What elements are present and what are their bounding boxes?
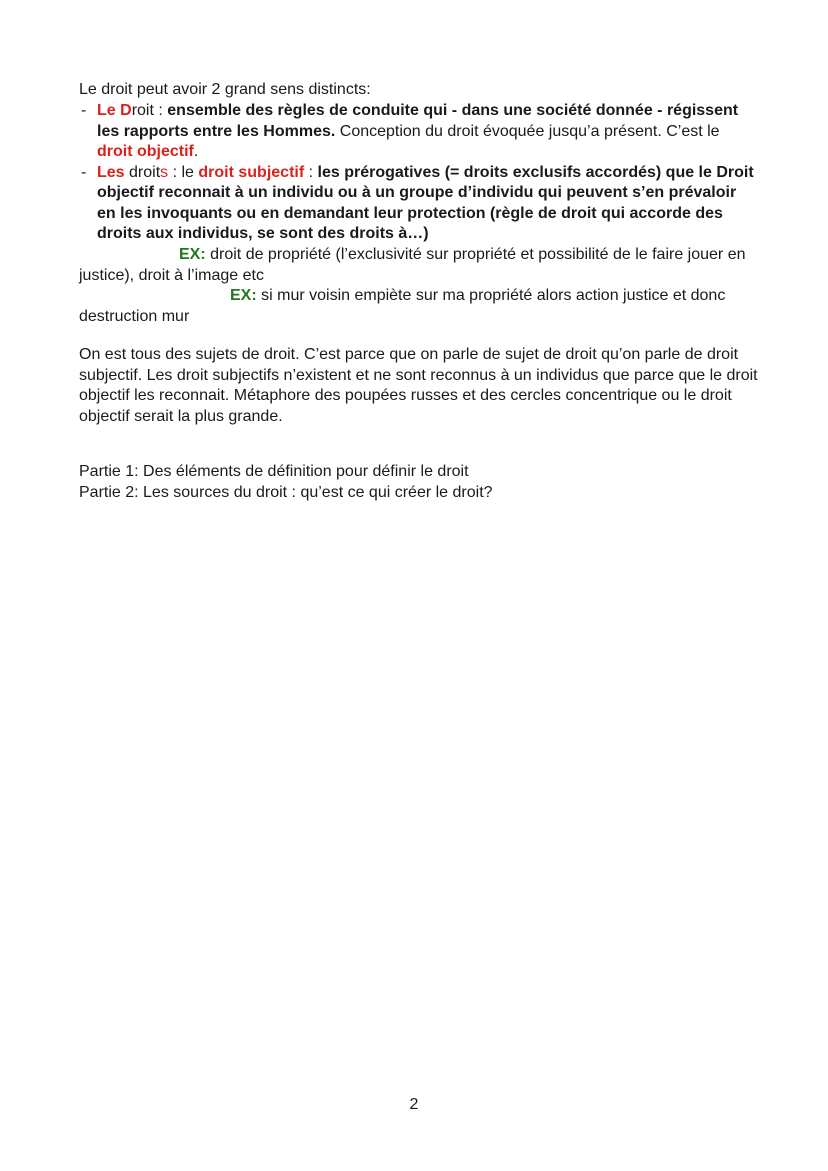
list-dash: - — [81, 102, 87, 119]
term-s: s — [160, 163, 169, 181]
example-text: si mur voisin empiète sur ma propriété alors action justice et donc destruction mur — [79, 287, 726, 325]
part-2: Partie 2: Les sources du droit : qu’est ce qui créer le droit? — [79, 483, 493, 501]
example-1 — [79, 245, 759, 286]
term-droit: droit — [124, 163, 161, 181]
list-dash: - — [81, 163, 87, 181]
list-item-droit-subjectif — [79, 163, 759, 245]
definition-list — [79, 101, 759, 245]
page-number: 2 — [409, 1096, 419, 1113]
definition-bold: ensemble des règles de conduite qui - dans une société donnée - régissent les rapports entre les Hommes. — [97, 102, 739, 140]
example-label: EX: — [179, 246, 206, 263]
term-les: Les — [97, 163, 125, 181]
term-droit-objectif: droit objectif — [97, 143, 194, 160]
separator: : le — [168, 163, 199, 181]
part-1: Partie 1: Des éléments de définition pour définir le droit — [79, 463, 469, 480]
separator-2: : — [304, 163, 318, 181]
parts-list — [79, 462, 759, 503]
term-le: Le — [97, 102, 121, 119]
intro-line: Le droit peut avoir 2 grand sens distincts: — [79, 81, 371, 98]
term-droit-subjectif: droit subjectif — [198, 163, 305, 181]
example-2 — [79, 286, 759, 327]
paragraph-sujets-de-droit: On est tous des sujets de droit. C’est parce que on parle de sujet de droit qu’on parle de droit subjectif. Les droit subjectifs n’existent et ne sont reconnus à un individus que parce que le droit objectif les reconnait. Métaphore des poupées russes et des cercles concentrique ou le droit objectif serait la plus grande. — [79, 346, 758, 425]
example-label: EX: — [230, 287, 257, 304]
term-roit: roit — [131, 102, 154, 119]
term-d: D — [120, 102, 132, 119]
separator: : — [153, 102, 168, 119]
example-text: droit de propriété (l’exclusivité sur propriété et possibilité de le faire jouer en justice), droit à l’image etc — [79, 246, 746, 284]
definition-bold: les prérogatives (= droits exclusifs accordés) que le Droit objectif reconnait à un individu ou à un groupe d’individu qui peuvent s’en prévaloir en les invoquants ou en demandant leur protection (règle de droit qui accorde des droits aux individus, se sont des droits à…) — [97, 163, 754, 242]
list-item-droit-objectif — [79, 101, 759, 163]
definition-normal: Conception du droit évoquée jusqu’a présent. C’est le — [335, 122, 720, 140]
period: . — [193, 143, 199, 160]
